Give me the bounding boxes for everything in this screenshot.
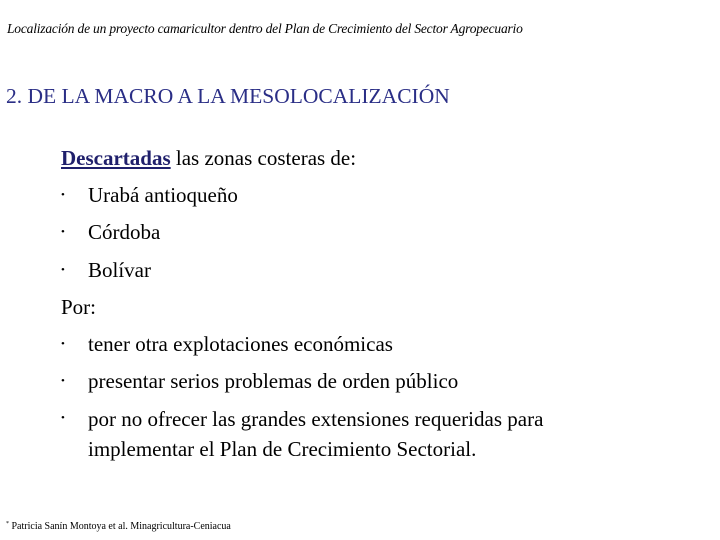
reason-item: por no ofrecer las grandes extensiones requeridas para implementar el Plan de Crecimiento Sectorial. — [88, 407, 544, 462]
bullet-icon: • — [61, 412, 65, 425]
slide-body — [61, 140, 621, 464]
list-item — [61, 326, 621, 363]
reasons-label: Por: — [61, 294, 97, 319]
list-item — [61, 177, 621, 214]
bullet-icon: • — [61, 375, 65, 388]
list-item — [61, 252, 621, 289]
slide-title: 2. DE LA MACRO A LA MESOLOCALIZACIÓN — [6, 84, 450, 108]
intro-emphasis: Descartadas — [61, 146, 171, 170]
slide-header: Localización de un proyecto camaricultor dentro del Plan de Crecimiento del Sector Agropecuario — [7, 21, 523, 36]
reason-item: tener otra explotaciones económicas — [88, 332, 393, 357]
list-item — [61, 363, 621, 400]
reason-item: presentar serios problemas de orden público — [88, 369, 459, 394]
footnote-marker: * — [6, 521, 9, 527]
footer-citation — [6, 521, 231, 532]
zone-item: Bolívar — [88, 257, 151, 282]
list-item — [61, 214, 621, 251]
list-item — [61, 400, 621, 464]
bullet-icon: • — [61, 338, 65, 351]
zone-item: Urabá antioqueño — [88, 183, 238, 208]
intro-line — [61, 140, 621, 177]
bullet-icon: • — [61, 226, 65, 239]
zone-item: Córdoba — [88, 220, 161, 245]
intro-rest: las zonas costeras de: — [170, 146, 357, 170]
bullet-icon: • — [61, 263, 65, 276]
bullet-icon: • — [61, 189, 65, 202]
footer-text: Patricia Sanín Montoya et al. Minagricultura-Ceniacua — [9, 521, 231, 532]
